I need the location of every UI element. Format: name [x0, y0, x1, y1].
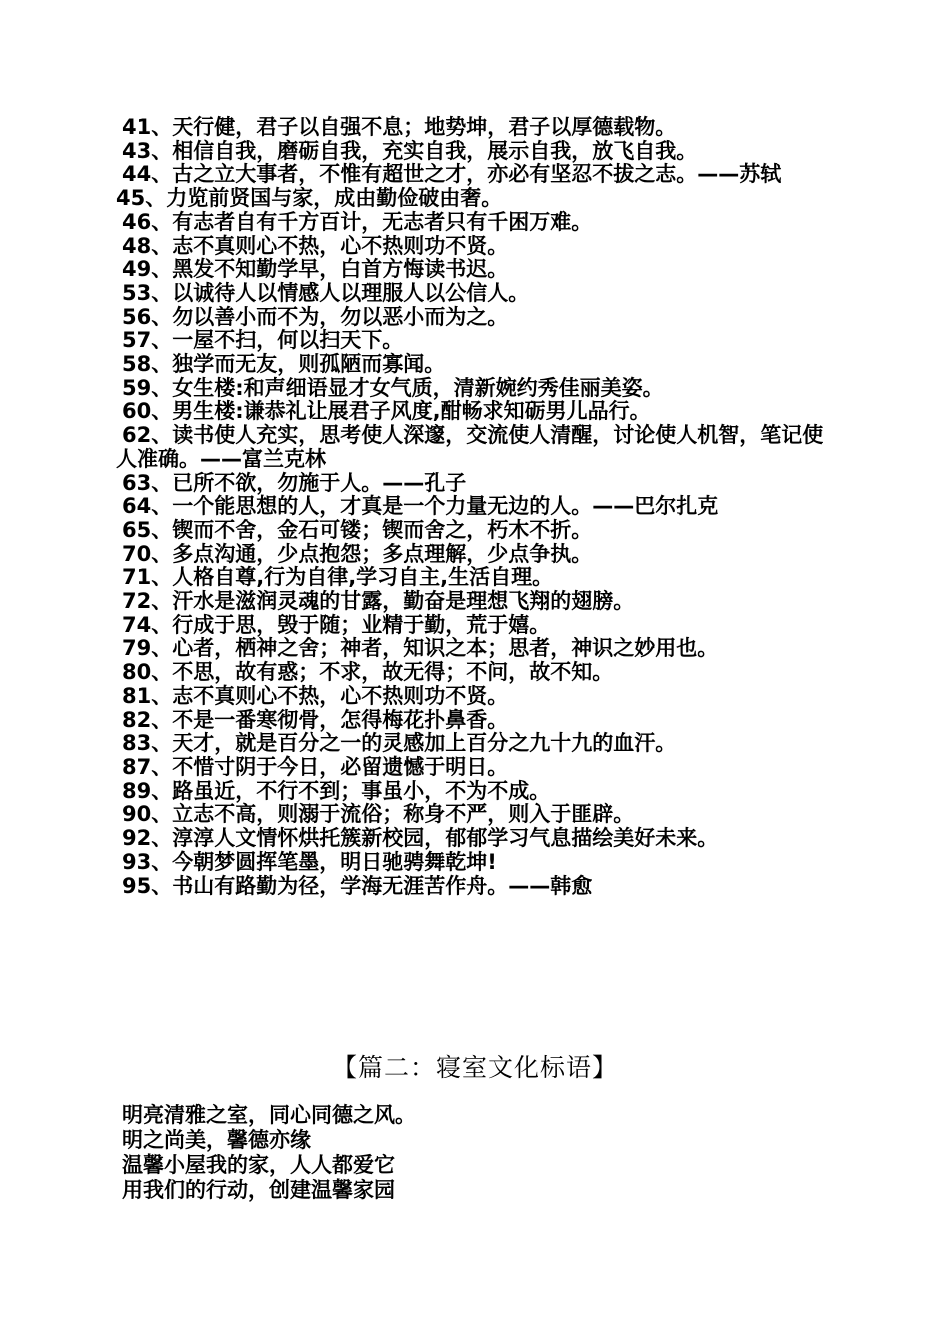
quote-list	[116, 116, 836, 898]
quote-item: 70、多点沟通，少点抱怨；多点理解，少点争执。	[122, 541, 593, 566]
quote-item: 57、一屋不扫，何以扫天下。	[122, 328, 404, 353]
quote-item: 60、男生楼:谦恭礼让展君子风度,酣畅求知砺男儿品行。	[122, 399, 651, 424]
quote-item: 49、黑发不知勤学早，白首方悔读书迟。	[122, 257, 509, 282]
quote-item: 83、天才，就是百分之一的灵感加上百分之九十九的血汗。	[122, 731, 677, 756]
quote-item: 87、不惜寸阴于今日，必留遗憾于明日。	[122, 754, 509, 779]
quote-item: 41、天行健，君子以自强不息；地势坤，君子以厚德载物。	[122, 115, 677, 139]
quote-item: 62、读书使人充实，思考使人深邃，交流使人清醒，讨论使人机智，笔记使人准确。——富兰克林	[116, 423, 824, 471]
quote-item: 65、锲而不舍，金石可镂；锲而舍之，朽木不折。	[122, 517, 593, 542]
quote-item: 90、立志不高，则溺于流俗；称身不严，则入于匪辟。	[122, 802, 635, 827]
quote-item: 72、汗水是滋润灵魂的甘露，勤奋是理想飞翔的翅膀。	[122, 589, 635, 614]
quote-item: 64、一个能思想的人，才真是一个力量无边的人。——巴尔扎克	[122, 494, 719, 519]
quote-item: 89、路虽近，不行不到；事虽小，不为不成。	[122, 778, 551, 803]
section-title: 【篇二：寝室文化标语】	[331, 1053, 618, 1082]
quote-item: 53、以诚待人以情感人以理服人以公信人。	[122, 280, 530, 305]
quote-item: 79、心者，栖神之舍；神者，知识之本；思者，神识之妙用也。	[122, 636, 719, 661]
quote-item: 45、力览前贤国与家，成由勤俭破由奢。	[116, 186, 503, 211]
quote-item: 58、独学而无友，则孤陋而寡闻。	[122, 352, 446, 377]
quote-item: 93、今朝梦圆挥笔墨，明日驰骋舞乾坤!	[122, 849, 497, 874]
quote-item: 74、行成于思，毁于随；业精于勤，荒于嬉。	[122, 612, 551, 637]
quote-item: 71、人格自尊,行为自律,学习自主,生活自理。	[122, 565, 554, 590]
quote-item: 82、不是一番寒彻骨，怎得梅花扑鼻香。	[122, 707, 509, 732]
quote-item: 63、已所不欲，勿施于人。——孔子	[122, 470, 467, 495]
quote-item: 44、古之立大事者，不惟有超世之才，亦必有坚忍不拔之志。——苏轼	[122, 162, 782, 187]
slogan-item: 明之尚美，馨德亦缘	[122, 1128, 311, 1152]
slogan-item: 温馨小屋我的家，人人都爱它	[122, 1153, 395, 1177]
quote-item: 95、书山有路勤为径，学海无涯苦作舟。——韩愈	[122, 873, 593, 898]
quote-item: 46、有志者自有千方百计，无志者只有千困万难。	[122, 209, 593, 234]
quote-item: 80、不思，故有惑；不求，故无得；不问，故不知。	[122, 660, 614, 685]
slogan-item: 明亮清雅之室，同心同德之风。	[122, 1103, 416, 1127]
quote-item: 48、志不真则心不热，心不热则功不贤。	[122, 233, 509, 258]
quote-item: 56、勿以善小而不为，勿以恶小而为之。	[122, 304, 509, 329]
quote-item: 92、淳淳人文情怀烘托簇新校园，郁郁学习气息描绘美好未来。	[122, 826, 719, 851]
quote-item: 43、相信自我，磨砺自我，充实自我，展示自我，放飞自我。	[122, 138, 698, 163]
quote-item: 59、女生楼:和声细语显才女气质，清新婉约秀佳丽美姿。	[122, 375, 664, 400]
slogan-list	[122, 1103, 842, 1203]
quote-item: 81、志不真则心不热，心不热则功不贤。	[122, 683, 509, 708]
slogan-item: 用我们的行动，创建温馨家园	[122, 1178, 395, 1202]
